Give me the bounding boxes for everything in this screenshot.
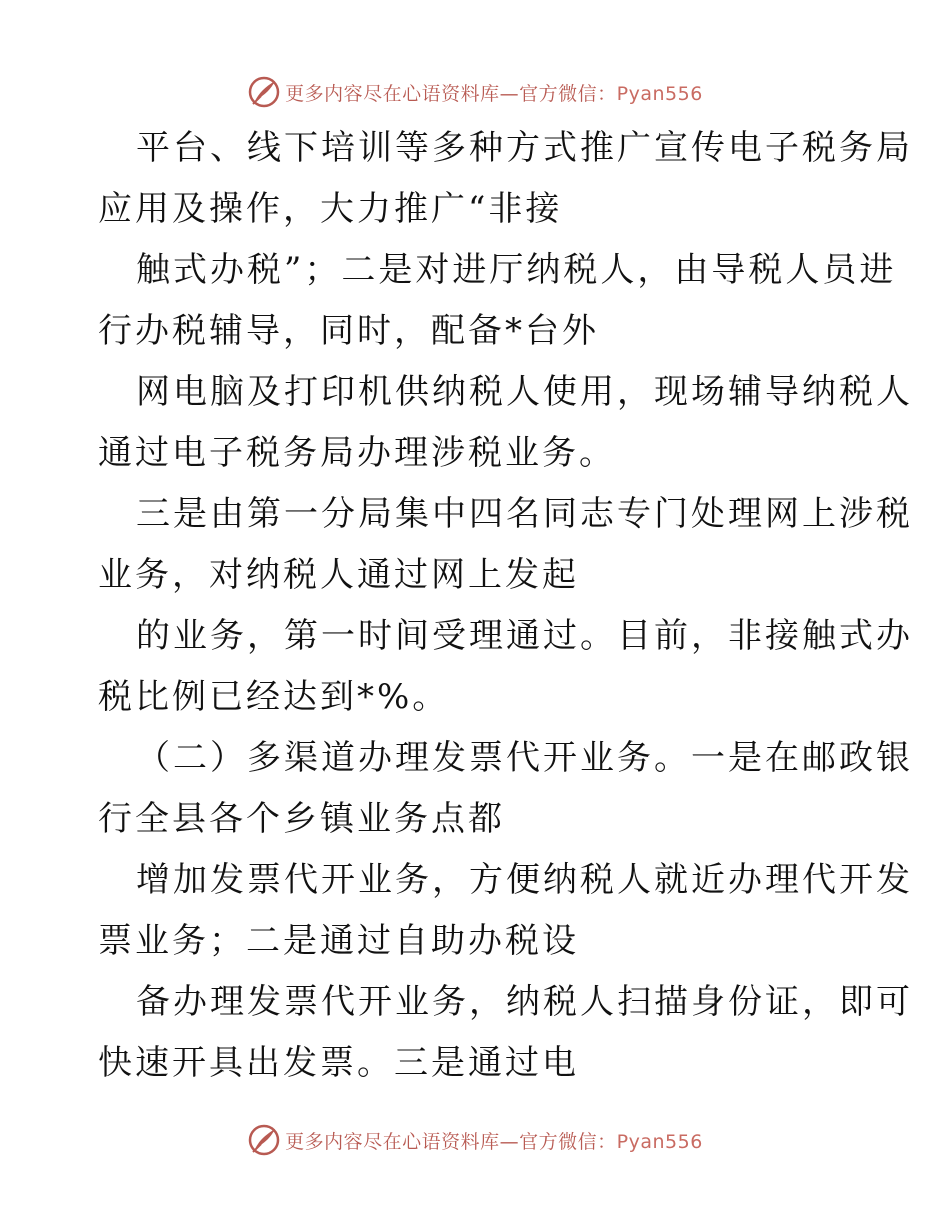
text-line: 行全县各个乡镇业务点都 <box>98 799 505 839</box>
watermark-text: 更多内容尽在心语资料库—官方微信：Pyan556 <box>285 1130 703 1153</box>
header-watermark <box>0 72 950 112</box>
text-line: 增加发票代开业务，方便纳税人就近办理代开发 <box>136 860 913 900</box>
text-line: 备办理发票代开业务，纳税人扫描身份证，即可 <box>136 982 913 1022</box>
watermark-text: 更多内容尽在心语资料库—官方微信：Pyan556 <box>285 82 703 105</box>
text-line: 票业务；二是通过自助办税设 <box>98 921 579 961</box>
text-line: 行办税辅导，同时，配备*台外 <box>98 311 599 351</box>
document-body <box>98 118 913 1094</box>
text-line: 通过电子税务局办理涉税业务。 <box>98 433 616 473</box>
text-line: 三是由第一分局集中四名同志专门处理网上涉税 <box>136 494 913 534</box>
text-line: 税比例已经达到*%。 <box>98 677 450 717</box>
text-line: 业务，对纳税人通过网上发起 <box>98 555 579 595</box>
feather-logo-icon <box>247 75 281 109</box>
text-line: （二）多渠道办理发票代开业务。一是在邮政银 <box>136 738 913 778</box>
text-line: 平台、线下培训等多种方式推广宣传电子税务局 <box>136 128 913 168</box>
footer-watermark <box>0 1120 950 1160</box>
text-line: 应用及操作，大力推广“非接 <box>98 189 563 229</box>
feather-logo-icon <box>247 1123 281 1157</box>
text-line: 的业务，第一时间受理通过。目前，非接触式办 <box>136 616 913 656</box>
text-line: 网电脑及打印机供纳税人使用，现场辅导纳税人 <box>136 372 913 412</box>
text-line: 快速开具出发票。三是通过电 <box>98 1043 579 1083</box>
text-line: 触式办税”；二是对进厅纳税人，由导税人员进 <box>136 250 897 290</box>
